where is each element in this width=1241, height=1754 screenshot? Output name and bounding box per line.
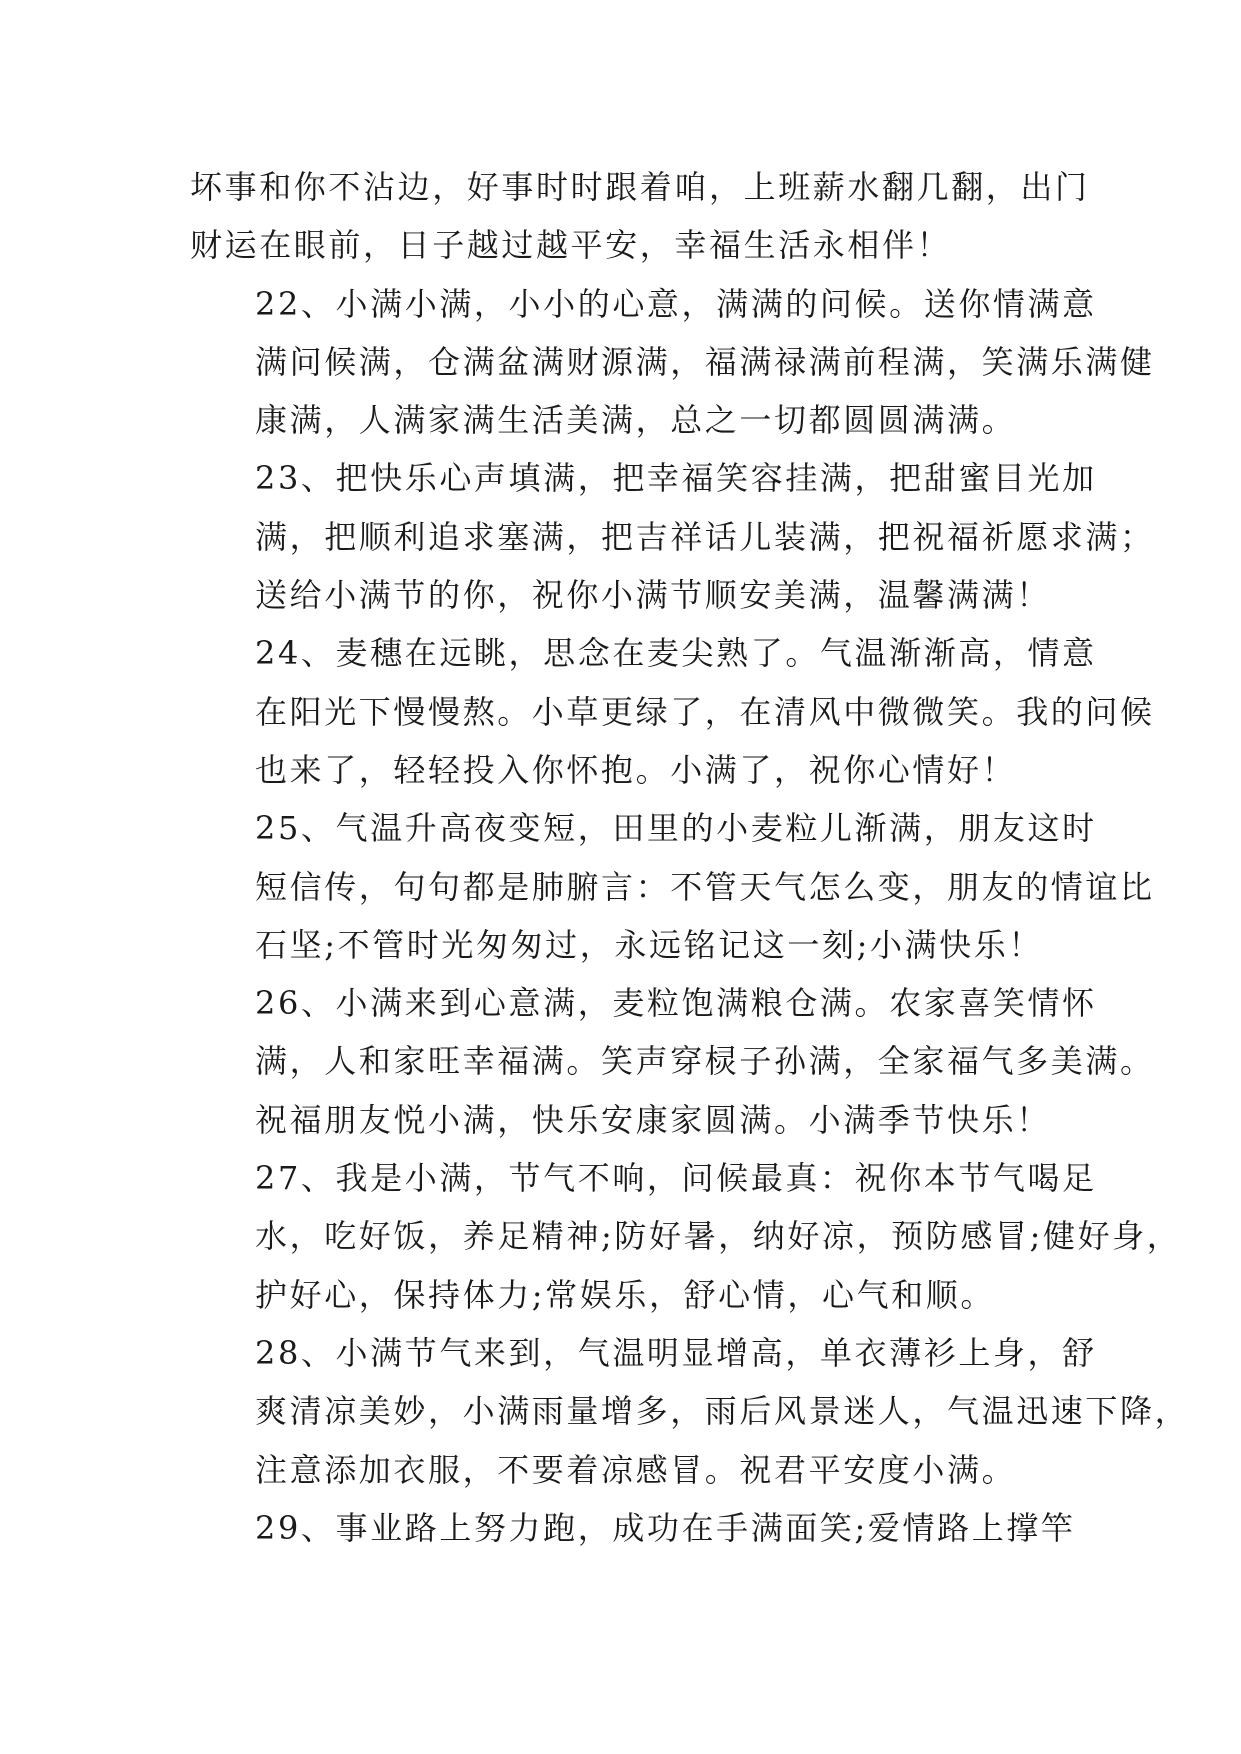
text-line: 满，人和家旺幸福满。笑声穿棂子孙满，全家福气多美满。: [255, 1042, 1155, 1081]
text-line: 祝福朋友悦小满，快乐安康家圆满。小满季节快乐！: [255, 1100, 1051, 1139]
text-line: 送给小满节的你，祝你小满节顺安美满，温馨满满！: [255, 576, 1051, 615]
text-line: 25、气温升高夜变短，田里的小麦粒儿渐满，朋友这时: [255, 809, 1097, 848]
paragraph-22: [190, 275, 1155, 450]
text-line: 坏事和你不沾边，好事时时跟着咱，上班薪水翻几翻，出门: [190, 168, 1090, 206]
paragraph-29: [190, 1499, 1076, 1557]
text-line: 也来了，轻轻投入你怀抱。小满了，祝你心情好！: [255, 750, 1017, 789]
text-line: 满问候满，仓满盆满财源满，福满禄满前程满，笑满乐满健: [255, 342, 1155, 381]
text-line: 28、小满节气来到，气温明显增高，单衣薄衫上身，舒: [255, 1333, 1097, 1372]
text-line: 23、把快乐心声填满，把幸福笑容挂满，把甜蜜目光加: [255, 459, 1097, 498]
text-line: 29、事业路上努力跑，成功在手满面笑;爱情路上撑竿: [255, 1508, 1076, 1547]
paragraph-23: [190, 449, 1155, 624]
text-line: 短信传，句句都是肺腑言：不管天气怎么变，朋友的情谊比: [255, 867, 1155, 906]
text-line: 27、我是小满，节气不响，问候最真：祝你本节气喝足: [255, 1159, 1097, 1198]
text-line: 爽清凉美妙，小满雨量增多，雨后风景迷人，气温迅速下降，: [255, 1392, 1190, 1431]
text-line: 财运在眼前，日子越过越平安，幸福生活永相伴！: [190, 226, 952, 265]
text-line: 在阳光下慢慢熬。小草更绿了，在清风中微微笑。我的问候: [255, 692, 1155, 731]
paragraph-25: [190, 799, 1155, 974]
text-line: 石坚;不管时光匆匆过，永远铭记这一刻;小满快乐！: [255, 925, 1043, 964]
paragraph-27: [190, 1149, 1182, 1324]
text-line: 26、小满来到心意满，麦粒饱满粮仓满。农家喜笑情怀: [255, 984, 1097, 1023]
text-line: 水，吃好饭，养足精神;防好暑，纳好凉，预防感冒;健好身，: [255, 1217, 1182, 1256]
paragraph-continuation: [190, 158, 1090, 275]
text-line: 24、麦穗在远眺，思念在麦尖熟了。气温渐渐高，情意: [255, 634, 1097, 673]
paragraph-26: [190, 974, 1155, 1149]
paragraph-28: [190, 1324, 1190, 1499]
document-body: [190, 158, 1190, 1557]
paragraph-24: [190, 624, 1155, 799]
text-line: 满，把顺利追求塞满，把吉祥话儿装满，把祝福祈愿求满；: [255, 517, 1155, 556]
text-line: 护好心，保持体力;常娱乐，舒心情，心气和顺。: [255, 1275, 995, 1314]
text-line: 康满，人满家满生活美满，总之一切都圆圆满满。: [255, 401, 1017, 440]
text-line: 22、小满小满，小小的心意，满满的问候。送你情满意: [255, 284, 1097, 323]
text-line: 注意添加衣服，不要着凉感冒。祝君平安度小满。: [255, 1450, 1017, 1489]
